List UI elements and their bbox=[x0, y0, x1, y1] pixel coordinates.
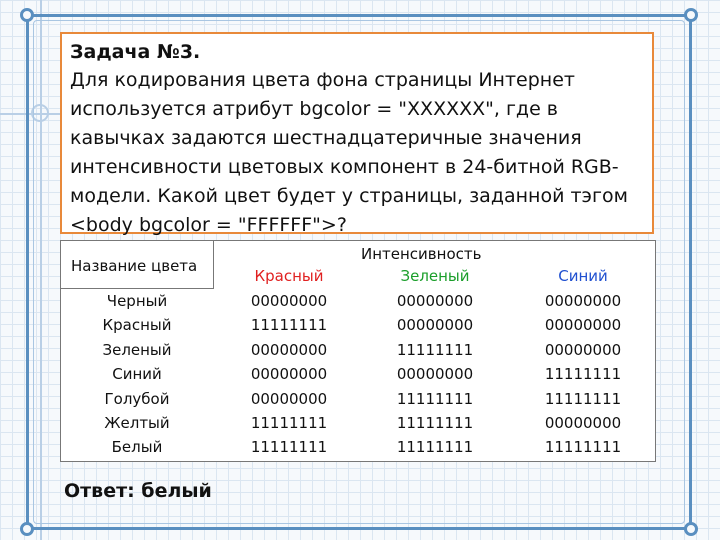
table-cell-green: 11111111 bbox=[396, 438, 474, 457]
table-cell-red: 11111111 bbox=[250, 413, 328, 432]
table-cell-green: 11111111 bbox=[396, 389, 474, 408]
table-cell-name: Зеленый bbox=[102, 340, 172, 359]
table-cell-red: 00000000 bbox=[250, 340, 328, 359]
frame-corner-pin bbox=[684, 8, 698, 22]
table-cell-green: 11111111 bbox=[396, 413, 474, 432]
frame-corner-pin bbox=[684, 522, 698, 536]
table-header-red: Красный bbox=[254, 267, 324, 285]
task-title: Задача №3. bbox=[70, 41, 201, 63]
table-cell-red: 00000000 bbox=[250, 389, 328, 408]
frame-corner-pin bbox=[20, 8, 34, 22]
table-cell-name: Желтый bbox=[104, 413, 170, 432]
table-cell-green: 00000000 bbox=[396, 365, 474, 384]
color-table bbox=[60, 240, 656, 462]
table-cell-red: 00000000 bbox=[250, 365, 328, 384]
table-cell-name: Синий bbox=[112, 365, 162, 384]
task-box bbox=[60, 32, 654, 234]
table-cell-green: 00000000 bbox=[396, 292, 474, 310]
table-cell-blue: 11111111 bbox=[544, 438, 622, 457]
table-header-name: Название цвета bbox=[71, 257, 198, 275]
table-cell-blue: 00000000 bbox=[544, 413, 622, 432]
table-cell-blue: 00000000 bbox=[544, 316, 622, 335]
table-header-name-cell bbox=[61, 241, 214, 289]
table-cell-green: 00000000 bbox=[396, 316, 474, 335]
table-cell-blue: 00000000 bbox=[544, 292, 622, 310]
table-cell-name: Красный bbox=[102, 316, 172, 335]
table-column-names bbox=[61, 289, 213, 460]
table-column-blue bbox=[523, 289, 643, 460]
table-cell-blue: 11111111 bbox=[544, 389, 622, 408]
answer-text: Ответ: белый bbox=[64, 480, 212, 502]
table-cell-blue: 00000000 bbox=[544, 340, 622, 359]
table-cell-name: Черный bbox=[106, 292, 168, 310]
table-header-green: Зеленый bbox=[400, 267, 470, 285]
table-cell-name: Белый bbox=[111, 438, 163, 457]
table-cell-green: 11111111 bbox=[396, 340, 474, 359]
task-text: Для кодирования цвета фона страницы Интернет используется атрибут bgcolor = "XXXXXX", где в кавычках задаются шестнадцатеричные значения интенсивности цветовых компонент в 24-битной RGB-модели. Какой цвет будет у страницы, заданной тэгом <body bgcolor = "FFFFFF">? bbox=[70, 69, 628, 236]
table-header-intensity: Интенсивность bbox=[361, 245, 482, 263]
table-cell-name: Голубой bbox=[104, 389, 170, 408]
table-cell-blue: 11111111 bbox=[544, 365, 622, 384]
table-cell-red: 11111111 bbox=[250, 316, 328, 335]
table-cell-red: 11111111 bbox=[250, 438, 328, 457]
frame-corner-pin bbox=[20, 522, 34, 536]
table-header-blue: Синий bbox=[558, 267, 608, 285]
table-cell-red: 00000000 bbox=[250, 292, 328, 310]
table-column-red bbox=[229, 289, 349, 460]
table-column-green bbox=[375, 289, 495, 460]
